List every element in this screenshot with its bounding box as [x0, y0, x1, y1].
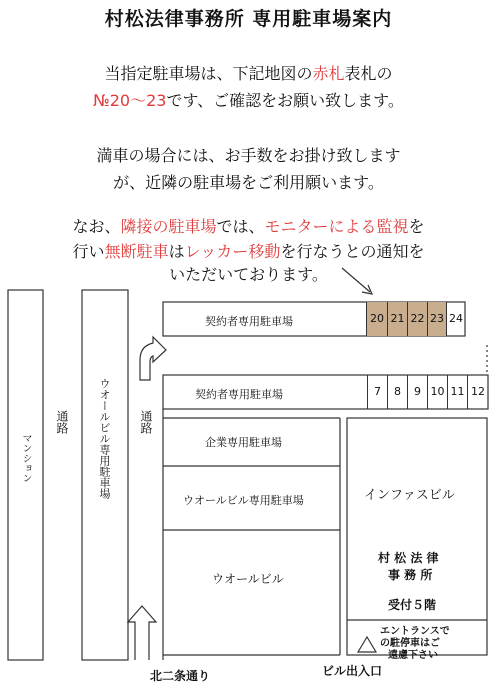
- notice-text: です、ご確認をお願い致します。: [166, 91, 404, 110]
- parking-slot-20: 20: [366, 302, 387, 336]
- warning-text: を: [408, 217, 425, 236]
- mansion-label: マンション: [20, 433, 31, 483]
- parking-slot-22: 22: [407, 302, 427, 336]
- parking-slot-10: 10: [427, 375, 447, 409]
- page-title: 村松法律事務所 専用駐車場案内: [104, 8, 393, 30]
- parking-slot-9: 9: [407, 375, 427, 409]
- warning-red-text: 隣接の駐車場: [120, 217, 217, 236]
- turn-arrow-icon: [140, 337, 166, 380]
- wall-parking-label: ウオールビル専用駐車場: [183, 494, 304, 507]
- parking-slot-7: 7: [367, 375, 387, 409]
- red-tag-text: 赤札: [312, 64, 345, 83]
- contract-mid-label: 契約者専用駐車場: [195, 388, 283, 401]
- notice-text: 表札の: [344, 64, 393, 83]
- warning-text: を行なうとの通知を: [280, 242, 425, 261]
- contract-top-label: 契約者専用駐車場: [205, 315, 293, 328]
- parking-slot-8: 8: [387, 375, 407, 409]
- parking-slot-21: 21: [387, 302, 407, 336]
- entrance-note-line-1: エントランスで: [380, 626, 450, 637]
- full-notice-line-1: 満車の場合には、お手数をお掛け致します: [96, 146, 401, 165]
- road-text: 通路: [55, 410, 69, 434]
- warning-line-3: いただいております。: [169, 265, 328, 284]
- street-name-label: 北二条通り: [150, 669, 211, 683]
- corporate-parking-label: 企業専用駐車場: [205, 436, 282, 449]
- office-name-line-2: 事 務 所: [388, 568, 433, 582]
- warning-red-text: レッカー移動: [184, 242, 281, 261]
- notice-text: 当指定駐車場は、下記地図の: [104, 64, 313, 83]
- parking-slot-23: 23: [427, 302, 446, 336]
- slot-range-text: №20～23: [93, 91, 167, 110]
- road-label-2: 通路: [139, 410, 153, 434]
- warning-red-text: モニターによる監視: [264, 217, 409, 236]
- wall-parking-vertical-label: ウオールビル専用駐車場: [98, 378, 111, 499]
- warning-text: なお、: [72, 217, 121, 236]
- warning-text: では、: [216, 217, 265, 236]
- warning-text: 行い: [72, 242, 105, 261]
- parking-slot-24: 24: [446, 302, 465, 336]
- full-notice-line-2: が、近隣の駐車場をご利用願います。: [113, 173, 384, 192]
- entrance-note-line-2: の駐停車はご: [380, 638, 440, 649]
- infas-building-label: インファスビル: [364, 488, 455, 503]
- entrance-note-line-3: 遠慮下さい: [388, 650, 438, 661]
- office-name-line-1: 村 松 法 律: [378, 551, 439, 565]
- wall-building-label: ウオールビル: [212, 572, 284, 586]
- parking-slot-12: 12: [467, 375, 488, 409]
- warning-red-text: 無断駐車: [104, 242, 169, 261]
- warning-text: は: [168, 242, 185, 261]
- reception-floor-label: 受付５階: [388, 598, 437, 612]
- entrance-triangle-icon: [358, 637, 376, 652]
- building-exit-label: ビル出入口: [322, 664, 383, 678]
- up-arrow-icon: [128, 606, 156, 660]
- parking-slot-11: 11: [447, 375, 467, 409]
- road-label-1: [56, 410, 68, 434]
